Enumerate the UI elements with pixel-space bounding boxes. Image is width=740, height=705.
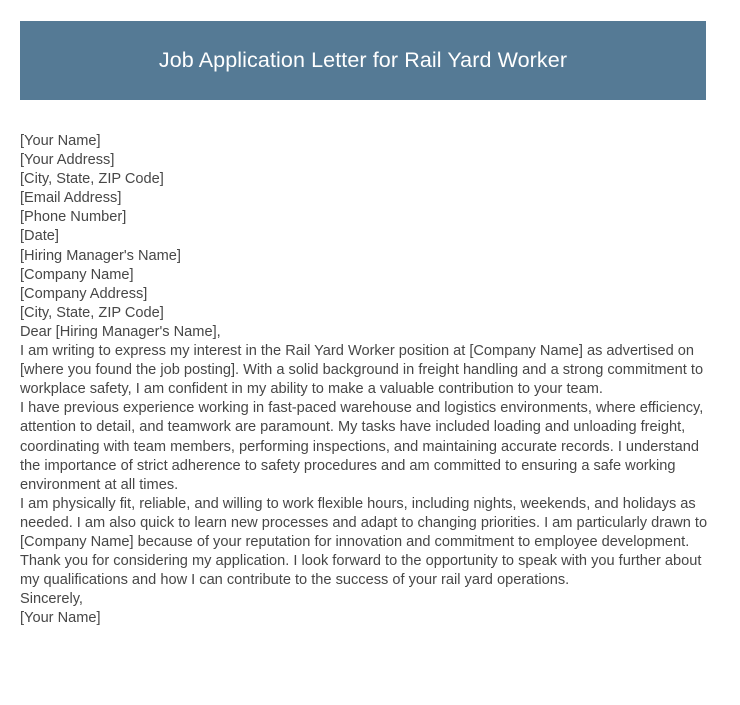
letter-paragraph: [Date]: [20, 228, 59, 245]
letter-paragraph: [Phone Number]: [20, 209, 127, 226]
letter-paragraph: Dear [Hiring Manager's Name],: [20, 323, 221, 340]
letter-paragraph: I have previous experience working in fast-paced warehouse and logistics environments, where efficiency, attention to detail, and teamwork are paramount. My tasks have included loading and unloading freight, coordinating with team members, performing inspections, and maintaining accurate records. I understand the importance of strict adherence to safety procedures and am committed to ensuring a safe working environment at all times.: [20, 400, 708, 493]
letter-paragraph: [Hiring Manager's Name]: [20, 247, 181, 264]
letter-paragraph: [Your Address]: [20, 152, 115, 169]
letter-paragraph: Thank you for considering my application. I look forward to the opportunity to speak with you further about my qualifications and how I can contribute to the success of your rail yard operations.: [20, 553, 706, 589]
letter-paragraph: [City, State, ZIP Code]: [20, 304, 164, 321]
letter-paragraph: I am writing to express my interest in the Rail Yard Worker position at [Company Name] as advertised on [where you found the job posting]. With a solid background in freight handling and a strong commitment to workplace safety, I am confident in my ability to make a valuable contribution to your team.: [20, 343, 708, 398]
letter-paragraph: [Email Address]: [20, 190, 122, 207]
document-header-banner: [20, 21, 706, 100]
letter-body: [20, 132, 717, 628]
page-title: Job Application Letter for Rail Yard Worker: [158, 47, 568, 72]
letter-paragraph: Sincerely,: [20, 591, 83, 608]
letter-paragraph: [Company Name]: [20, 266, 134, 283]
letter-paragraph: [Your Name]: [20, 133, 101, 149]
letter-paragraph: [Your Name]: [20, 610, 101, 627]
letter-paragraph: [Company Address]: [20, 285, 148, 302]
letter-paragraph: [City, State, ZIP Code]: [20, 171, 164, 188]
letter-paragraph: I am physically fit, reliable, and willing to work flexible hours, including nights, weekends, and holidays as needed. I am also quick to learn new processes and adapt to changing priorities. I am particularly drawn to [Company Name] because of your reputation for innovation and commitment to employee development.: [20, 495, 712, 550]
